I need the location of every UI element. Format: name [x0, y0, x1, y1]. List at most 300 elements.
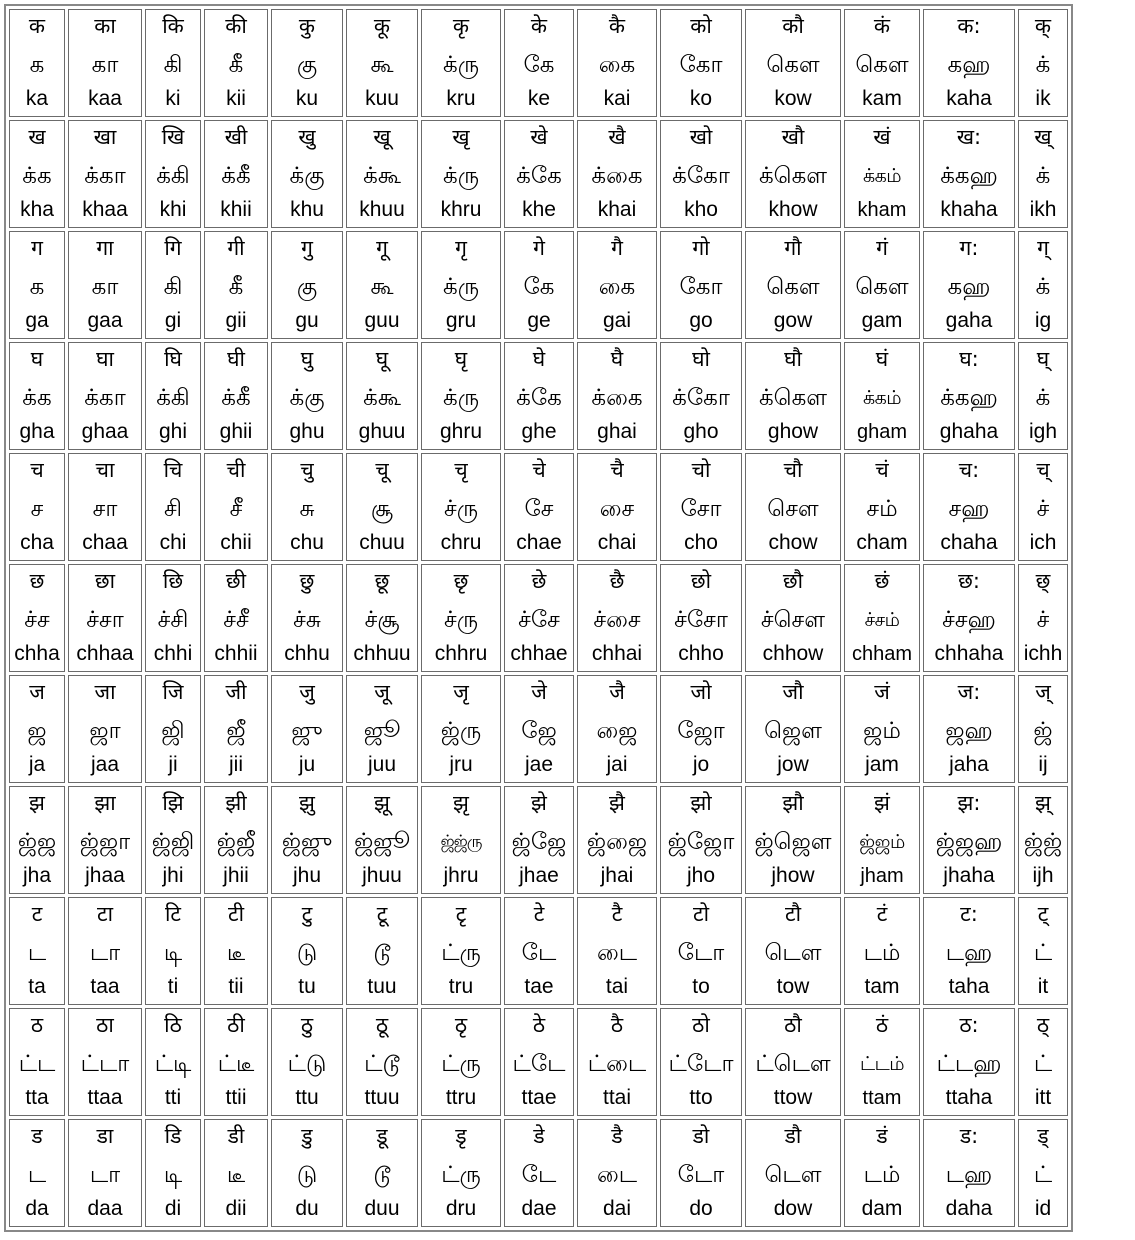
roman-transliteration: da — [25, 1197, 49, 1220]
devanagari-syllable: डं — [876, 1124, 888, 1148]
syllable-cell — [923, 120, 1015, 228]
syllable-cell — [660, 231, 742, 339]
tamil-syllable: ட்ரு — [441, 1162, 481, 1188]
tamil-syllable: ஜ்ஜி — [151, 829, 195, 855]
syllable-cell — [577, 564, 657, 672]
devanagari-syllable: खि — [161, 125, 185, 149]
syllable-cell — [745, 1008, 841, 1116]
tamil-syllable: ஜ்ஜ் — [1023, 829, 1063, 855]
devanagari-syllable: ग: — [959, 236, 979, 260]
tamil-syllable: க்கம் — [862, 387, 902, 409]
roman-transliteration: ij — [1038, 753, 1048, 776]
roman-transliteration: chhu — [284, 642, 330, 665]
tamil-syllable: ஜ்ஜோ — [667, 829, 735, 855]
devanagari-syllable: टू — [376, 902, 388, 926]
tamil-syllable: ட்டா — [80, 1051, 130, 1077]
syllable-cell — [577, 342, 657, 450]
roman-transliteration: jhi — [162, 864, 184, 887]
roman-transliteration: ttaa — [87, 1086, 123, 1109]
roman-transliteration: ichh — [1023, 642, 1063, 665]
tamil-syllable: ச்ரு — [443, 607, 479, 633]
devanagari-syllable: खी — [224, 125, 248, 149]
syllable-cell — [504, 564, 574, 672]
tamil-syllable: க்கு — [289, 385, 325, 411]
tamil-syllable: க்கம் — [862, 165, 902, 187]
devanagari-syllable: ख: — [956, 125, 982, 149]
roman-transliteration: cha — [20, 531, 54, 554]
devanagari-syllable: ठे — [532, 1013, 546, 1037]
tamil-syllable: கா — [91, 274, 119, 300]
devanagari-syllable: की — [225, 14, 247, 38]
syllable-cell — [745, 453, 841, 561]
roman-transliteration: ik — [1035, 87, 1051, 110]
roman-transliteration: dai — [602, 1197, 632, 1220]
tamil-syllable: ஜா — [89, 718, 121, 744]
devanagari-syllable: घा — [96, 347, 114, 371]
syllable-cell — [68, 1008, 142, 1116]
tamil-syllable: டஹ — [945, 940, 993, 966]
roman-transliteration: gai — [602, 309, 632, 332]
syllable-cell — [204, 897, 268, 1005]
syllable-cell — [204, 231, 268, 339]
syllable-cell — [844, 1119, 920, 1227]
roman-transliteration: chu — [290, 531, 324, 554]
roman-transliteration: ttow — [773, 1086, 813, 1109]
syllable-cell — [504, 1008, 574, 1116]
roman-transliteration: jii — [229, 753, 243, 776]
syllable-cell — [271, 1119, 343, 1227]
tamil-syllable: சு — [299, 496, 315, 522]
syllable-cell — [68, 453, 142, 561]
tamil-syllable: சா — [92, 496, 118, 522]
syllable-cell — [504, 120, 574, 228]
roman-transliteration: juu — [367, 753, 397, 776]
roman-transliteration: jhaa — [85, 864, 125, 887]
devanagari-syllable: घि — [164, 347, 182, 371]
tamil-syllable: ட்டே — [512, 1051, 566, 1077]
roman-transliteration: it — [1037, 975, 1049, 998]
table-row — [9, 1119, 1068, 1227]
syllable-cell — [660, 120, 742, 228]
tamil-syllable: ஜி — [161, 718, 185, 744]
devanagari-syllable: ठ: — [959, 1013, 979, 1037]
tamil-syllable: ஜ்ஜ — [17, 829, 57, 855]
tamil-syllable: ட்ரு — [441, 940, 481, 966]
tamil-syllable: கௌ — [766, 274, 820, 300]
devanagari-syllable: गृ — [455, 236, 467, 260]
tamil-syllable: ஜ்ரு — [440, 718, 482, 744]
tamil-syllable: டஹ — [945, 1162, 993, 1188]
devanagari-syllable: गु — [301, 236, 313, 260]
syllable-cell — [9, 9, 65, 117]
devanagari-syllable: खै — [608, 125, 626, 149]
roman-transliteration: chow — [768, 531, 818, 554]
devanagari-syllable: जी — [225, 680, 247, 704]
roman-transliteration: tuu — [367, 975, 397, 998]
devanagari-syllable: च — [30, 458, 44, 482]
roman-transliteration: jha — [22, 864, 52, 887]
tamil-syllable: டோ — [677, 1162, 725, 1188]
tamil-syllable: க் — [1035, 52, 1051, 78]
syllable-cell — [745, 231, 841, 339]
roman-transliteration: ghaa — [81, 420, 129, 443]
roman-transliteration: tae — [524, 975, 554, 998]
syllable-cell — [9, 231, 65, 339]
tamil-syllable: ச்சௌ — [760, 607, 826, 633]
roman-transliteration: jai — [606, 753, 628, 776]
roman-transliteration: tii — [228, 975, 244, 998]
devanagari-syllable: को — [690, 14, 712, 38]
tamil-syllable: க்கா — [84, 163, 126, 189]
syllable-cell — [1018, 675, 1068, 783]
devanagari-syllable: खौ — [781, 125, 805, 149]
devanagari-syllable: खा — [93, 125, 117, 149]
syllable-cell — [204, 1119, 268, 1227]
roman-transliteration: gam — [861, 309, 903, 332]
tamil-syllable: க்ரு — [442, 52, 480, 78]
syllable-cell — [68, 897, 142, 1005]
devanagari-syllable: टी — [227, 902, 245, 926]
tamil-syllable: ட்டௌ — [755, 1051, 831, 1077]
roman-transliteration: ghi — [158, 420, 188, 443]
tamil-syllable: கை — [598, 52, 636, 78]
devanagari-syllable: ठि — [164, 1013, 182, 1037]
tamil-syllable: ட்டை — [587, 1051, 647, 1077]
devanagari-syllable: झं — [874, 791, 890, 815]
tamil-syllable: கீ — [228, 52, 244, 78]
tamil-syllable: க்கௌ — [758, 385, 828, 411]
tamil-syllable: டு — [296, 1162, 318, 1188]
roman-transliteration: id — [1034, 1197, 1052, 1220]
syllable-cell — [346, 1008, 418, 1116]
tamil-syllable: ஜ்ஜம் — [859, 831, 905, 853]
tamil-syllable: ட் — [1033, 1051, 1053, 1077]
tamil-syllable: ச்சா — [86, 607, 124, 633]
syllable-cell — [145, 120, 201, 228]
roman-transliteration: chae — [516, 531, 562, 554]
roman-transliteration: tu — [298, 975, 316, 998]
tamil-syllable: ச் — [1036, 607, 1050, 633]
devanagari-syllable: च् — [1036, 458, 1050, 482]
roman-transliteration: ghii — [219, 420, 253, 443]
devanagari-syllable: चा — [95, 458, 115, 482]
roman-transliteration: jhuu — [362, 864, 402, 887]
roman-transliteration: jhai — [600, 864, 634, 887]
syllable-cell — [923, 453, 1015, 561]
devanagari-syllable: डो — [692, 1124, 710, 1148]
devanagari-syllable: टे — [533, 902, 545, 926]
syllable-cell — [504, 9, 574, 117]
syllable-cell — [346, 231, 418, 339]
syllable-cell — [204, 564, 268, 672]
tamil-syllable: க்கூ — [363, 163, 401, 189]
roman-transliteration: ja — [28, 753, 46, 776]
tamil-syllable: ஜோ — [677, 718, 725, 744]
roman-transliteration: ghow — [767, 420, 819, 443]
roman-transliteration: ga — [25, 309, 49, 332]
devanagari-syllable: जं — [874, 680, 890, 704]
roman-transliteration: chhii — [214, 642, 258, 665]
tamil-syllable: டை — [596, 1162, 638, 1188]
devanagari-syllable: चै — [610, 458, 624, 482]
devanagari-syllable: झी — [225, 791, 247, 815]
devanagari-syllable: टो — [692, 902, 710, 926]
syllable-cell — [145, 897, 201, 1005]
devanagari-syllable: क — [28, 14, 46, 38]
devanagari-syllable: गा — [96, 236, 114, 260]
syllable-cell — [145, 9, 201, 117]
devanagari-syllable: कं — [873, 14, 891, 38]
roman-transliteration: jo — [692, 753, 710, 776]
roman-transliteration: kii — [226, 87, 246, 110]
roman-transliteration: taa — [90, 975, 120, 998]
syllable-cell — [68, 120, 142, 228]
devanagari-syllable: डि — [164, 1124, 182, 1148]
syllable-cell — [9, 897, 65, 1005]
syllable-cell — [504, 1119, 574, 1227]
syllable-cell — [844, 453, 920, 561]
roman-transliteration: jhru — [443, 864, 479, 887]
tamil-syllable: ட்டி — [154, 1051, 192, 1077]
roman-transliteration: du — [295, 1197, 319, 1220]
table-row — [9, 675, 1068, 783]
roman-transliteration: cham — [856, 531, 908, 554]
devanagari-syllable: टु — [301, 902, 313, 926]
roman-transliteration: kam — [862, 87, 902, 110]
devanagari-syllable: टौ — [784, 902, 802, 926]
syllable-cell — [9, 120, 65, 228]
tamil-syllable: டே — [521, 940, 557, 966]
devanagari-syllable: खृ — [452, 125, 470, 149]
devanagari-syllable: ठ् — [1036, 1013, 1050, 1037]
devanagari-syllable: जै — [609, 680, 625, 704]
roman-transliteration: ji — [168, 753, 178, 776]
tamil-syllable: டீ — [226, 940, 246, 966]
syllable-cell — [504, 231, 574, 339]
syllable-cell — [844, 1008, 920, 1116]
roman-transliteration: chham — [851, 643, 913, 665]
syllable-cell — [421, 564, 501, 672]
syllable-cell — [577, 786, 657, 894]
roman-transliteration: gu — [295, 309, 319, 332]
devanagari-syllable: खो — [689, 125, 713, 149]
syllable-cell — [577, 1008, 657, 1116]
syllable-cell — [660, 786, 742, 894]
syllable-cell — [660, 897, 742, 1005]
syllable-cell — [923, 564, 1015, 672]
tamil-syllable: கி — [163, 52, 183, 78]
devanagari-syllable: छै — [609, 569, 625, 593]
roman-transliteration: tai — [605, 975, 629, 998]
roman-transliteration: kuu — [365, 87, 399, 110]
tamil-syllable: சஹ — [948, 496, 990, 522]
devanagari-syllable: ठ — [30, 1013, 44, 1037]
tamil-syllable: க்கீ — [221, 163, 251, 189]
devanagari-syllable: छो — [690, 569, 712, 593]
syllable-cell — [577, 675, 657, 783]
devanagari-syllable: छ — [29, 569, 45, 593]
syllable-cell — [68, 786, 142, 894]
syllable-cell — [204, 786, 268, 894]
devanagari-syllable: ग — [31, 236, 43, 260]
devanagari-syllable: कै — [608, 14, 626, 38]
roman-transliteration: kaa — [88, 87, 122, 110]
devanagari-syllable: छ् — [1035, 569, 1051, 593]
roman-transliteration: chii — [220, 531, 252, 554]
tamil-syllable: ட்டீ — [217, 1051, 255, 1077]
devanagari-syllable: ठी — [227, 1013, 245, 1037]
tamil-syllable: ஜ்ஜ்ரு — [440, 832, 482, 852]
devanagari-syllable: डै — [611, 1124, 623, 1148]
tamil-syllable: டா — [89, 940, 121, 966]
roman-transliteration: chuu — [359, 531, 405, 554]
roman-transliteration: chha — [14, 642, 60, 665]
devanagari-syllable: गू — [376, 236, 388, 260]
syllable-cell — [271, 9, 343, 117]
devanagari-syllable: झ: — [957, 791, 981, 815]
tamil-syllable: கு — [296, 274, 318, 300]
roman-transliteration: ttuu — [364, 1086, 400, 1109]
tamil-syllable: க்ரு — [442, 385, 480, 411]
tamil-syllable: டா — [89, 1162, 121, 1188]
roman-transliteration: kru — [446, 87, 476, 110]
tamil-syllable: க்கி — [156, 163, 190, 189]
roman-transliteration: duu — [364, 1197, 400, 1220]
tamil-syllable: சோ — [680, 496, 722, 522]
tamil-syllable: க — [29, 274, 45, 300]
syllable-cell — [504, 786, 574, 894]
tamil-syllable: டௌ — [764, 1162, 822, 1188]
devanagari-syllable: ठु — [300, 1013, 314, 1037]
tamil-syllable: க்கை — [591, 163, 643, 189]
syllable-cell — [271, 675, 343, 783]
roman-transliteration: kham — [857, 199, 907, 221]
tamil-syllable: கூ — [370, 52, 394, 78]
table-row — [9, 897, 1068, 1005]
roman-transliteration: ig — [1034, 309, 1052, 332]
syllable-cell — [346, 564, 418, 672]
syllable-cell — [923, 231, 1015, 339]
roman-transliteration: ttu — [295, 1086, 319, 1109]
tamil-syllable: க்கூ — [363, 385, 401, 411]
tamil-syllable: சீ — [229, 496, 243, 522]
devanagari-syllable: डा — [96, 1124, 114, 1148]
roman-transliteration: jhaha — [943, 864, 995, 887]
syllable-cell — [68, 342, 142, 450]
devanagari-syllable: ट् — [1037, 902, 1049, 926]
roman-transliteration: ttii — [225, 1086, 247, 1109]
tamil-syllable: கோ — [679, 52, 723, 78]
syllable-cell — [421, 120, 501, 228]
tamil-syllable: கௌ — [855, 274, 909, 300]
tamil-syllable: க் — [1035, 163, 1051, 189]
tamil-syllable: ஜம் — [863, 718, 901, 744]
tamil-syllable: ச்சஹ — [942, 607, 996, 633]
roman-transliteration: ich — [1029, 531, 1057, 554]
roman-transliteration: chho — [678, 642, 724, 665]
devanagari-syllable: गि — [164, 236, 182, 260]
devanagari-syllable: ख — [28, 125, 46, 149]
syllable-cell — [844, 120, 920, 228]
tamil-syllable: கா — [91, 52, 119, 78]
devanagari-syllable: घु — [300, 347, 314, 371]
tamil-syllable: டி — [163, 1162, 183, 1188]
tamil-syllable: ஜ் — [1033, 718, 1053, 744]
devanagari-syllable: टृ — [455, 902, 467, 926]
roman-transliteration: chai — [597, 531, 637, 554]
syllable-cell — [68, 231, 142, 339]
tamil-syllable: கை — [598, 274, 636, 300]
syllable-cell — [346, 453, 418, 561]
tamil-syllable: ட்டஹ — [936, 1051, 1002, 1077]
roman-transliteration: chhuu — [353, 642, 411, 665]
devanagari-syllable: गं — [876, 236, 888, 260]
syllable-cell — [346, 1119, 418, 1227]
syllable-cell — [1018, 120, 1068, 228]
syllable-cell — [660, 453, 742, 561]
syllable-cell — [745, 342, 841, 450]
roman-transliteration: gru — [445, 309, 477, 332]
tamil-syllable: க்கு — [289, 163, 325, 189]
table-row — [9, 9, 1068, 117]
roman-transliteration: jhii — [223, 864, 249, 887]
syllable-cell — [923, 897, 1015, 1005]
devanagari-syllable: डी — [227, 1124, 245, 1148]
roman-transliteration: ki — [165, 87, 181, 110]
roman-transliteration: ttae — [521, 1086, 557, 1109]
syllable-cell — [346, 897, 418, 1005]
syllable-cell — [923, 9, 1015, 117]
roman-transliteration: chaa — [82, 531, 128, 554]
syllable-cell — [1018, 1119, 1068, 1227]
devanagari-syllable: खे — [530, 125, 548, 149]
roman-transliteration: kaha — [946, 87, 992, 110]
roman-transliteration: itt — [1034, 1086, 1052, 1109]
roman-transliteration: tti — [164, 1086, 182, 1109]
tamil-syllable: ச்சீ — [223, 607, 249, 633]
roman-transliteration: khow — [768, 198, 818, 221]
roman-transliteration: jow — [777, 753, 809, 776]
roman-transliteration: tru — [448, 975, 474, 998]
roman-transliteration: dam — [861, 1197, 903, 1220]
devanagari-syllable: छे — [531, 569, 547, 593]
devanagari-syllable: झि — [162, 791, 184, 815]
syllable-cell — [421, 231, 501, 339]
devanagari-syllable: ड् — [1037, 1124, 1049, 1148]
tamil-syllable: கே — [523, 52, 555, 78]
tamil-syllable: டம் — [863, 940, 901, 966]
syllable-cell — [1018, 786, 1068, 894]
devanagari-syllable: क: — [957, 14, 981, 38]
devanagari-syllable: घौ — [784, 347, 802, 371]
devanagari-syllable: झे — [531, 791, 547, 815]
roman-transliteration: ghai — [597, 420, 637, 443]
devanagari-syllable: ड: — [959, 1124, 979, 1148]
tamil-syllable: ச்ரு — [443, 496, 479, 522]
roman-transliteration: khaa — [82, 198, 128, 221]
tamil-syllable: டௌ — [764, 940, 822, 966]
tamil-syllable: ட்ரு — [441, 1051, 481, 1077]
syllable-cell — [745, 675, 841, 783]
devanagari-syllable: ज: — [957, 680, 981, 704]
tamil-syllable: க் — [1035, 274, 1051, 300]
tamil-syllable: க்க — [22, 163, 52, 189]
roman-transliteration: igh — [1028, 420, 1058, 443]
tamil-syllable: க்கி — [156, 385, 190, 411]
devanagari-syllable: घो — [692, 347, 710, 371]
syllable-cell — [68, 9, 142, 117]
devanagari-syllable: गे — [533, 236, 545, 260]
